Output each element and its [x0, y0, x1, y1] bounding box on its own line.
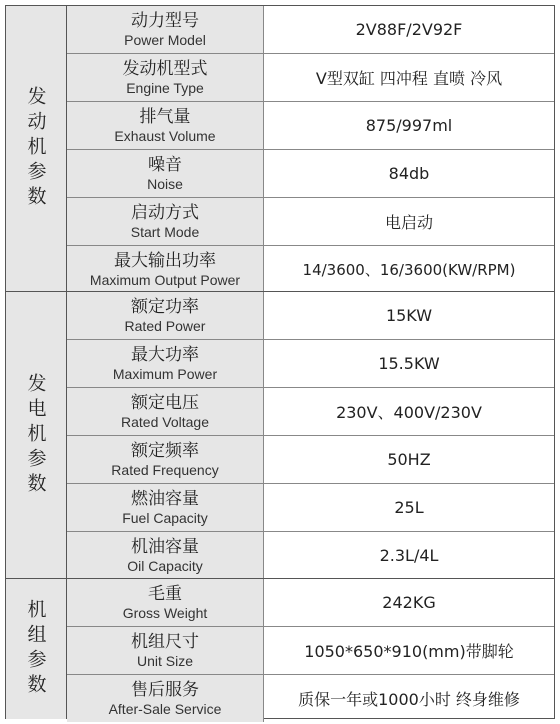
param-name-cn: 动力型号 — [131, 10, 199, 31]
param-name-en: Exhaust Volume — [114, 127, 216, 144]
table-row — [67, 292, 554, 340]
param-name-en: Maximum Power — [112, 365, 218, 382]
value-cell: 15.5KW — [378, 354, 440, 373]
param-name-en: Gross Weight — [122, 604, 208, 621]
param-cell — [67, 102, 264, 149]
table-row — [67, 436, 554, 484]
param-name-cn: 额定功率 — [131, 296, 199, 317]
group-label-text: 发动机参数 — [24, 86, 47, 211]
param-name-cn: 燃油容量 — [131, 488, 199, 509]
param-name-en: Start Mode — [130, 223, 200, 240]
param-name-cn: 最大输出功率 — [114, 250, 216, 271]
group-label-engine — [6, 6, 67, 291]
table-row — [67, 340, 554, 388]
param-name-en: After-Sale Service — [108, 700, 222, 717]
engine-params-group — [6, 6, 554, 291]
group-label-generator — [6, 292, 67, 579]
value-cell: 14/3600、16/3600(KW/RPM) — [302, 261, 516, 279]
param-cell — [67, 198, 264, 245]
param-name-en: Rated Voltage — [121, 413, 209, 430]
group-label-text: 发电机参数 — [24, 373, 47, 498]
value-cell: 50HZ — [387, 450, 431, 469]
generator-params-group — [6, 291, 554, 579]
param-name-cn: 发动机型式 — [122, 58, 208, 79]
param-cell — [67, 579, 264, 626]
param-name-en: Maximum Output Power — [89, 271, 241, 288]
table-row — [67, 246, 554, 293]
param-name-cn: 额定频率 — [131, 440, 199, 461]
table-row — [67, 532, 554, 579]
param-name-en: Engine Type — [126, 79, 204, 96]
param-cell — [67, 340, 264, 387]
value-cell: 2.3L/4L — [379, 546, 439, 565]
table-row — [67, 388, 554, 436]
param-name-cn: 额定电压 — [131, 392, 199, 413]
table-row — [67, 627, 554, 675]
group-label-text: 机组参数 — [24, 599, 47, 699]
table-row — [67, 150, 554, 198]
param-name-en: Rated Frequency — [111, 461, 219, 478]
table-row — [67, 102, 554, 150]
value-cell: 875/997ml — [365, 116, 453, 135]
value-cell: 84db — [388, 164, 430, 183]
table-row — [67, 6, 554, 54]
param-cell — [67, 532, 264, 579]
value-cell: 230V、400V/230V — [336, 403, 482, 422]
table-row — [67, 484, 554, 532]
table-row — [67, 54, 554, 102]
value-cell: 质保一年或1000小时 终身维修 — [298, 690, 520, 709]
table-row — [67, 579, 554, 627]
param-name-cn: 最大功率 — [131, 344, 199, 365]
param-name-en: Noise — [147, 175, 183, 192]
unit-params-group — [6, 578, 554, 719]
value-cell: 2V88F/2V92F — [355, 20, 463, 39]
value-cell: 电启动 — [384, 213, 433, 232]
param-cell — [67, 436, 264, 483]
param-name-cn: 启动方式 — [131, 202, 199, 223]
param-name-en: Oil Capacity — [127, 557, 203, 574]
spec-table — [5, 5, 555, 719]
value-cell: V型双缸 四冲程 直喷 冷风 — [315, 69, 503, 88]
param-name-cn: 毛重 — [148, 583, 182, 604]
param-name-en: Unit Size — [136, 652, 194, 669]
param-name-en: Fuel Capacity — [122, 509, 208, 526]
value-cell: 1050*650*910(mm)带脚轮 — [304, 642, 514, 661]
param-name-en: Power Model — [124, 31, 206, 48]
param-cell — [67, 292, 264, 339]
param-name-cn: 噪音 — [148, 154, 182, 175]
param-name-cn: 售后服务 — [131, 679, 199, 700]
param-name-cn: 排气量 — [139, 106, 191, 127]
param-cell — [67, 54, 264, 101]
param-cell — [67, 6, 264, 53]
group-label-unit — [6, 579, 67, 719]
param-cell — [67, 675, 264, 722]
param-name-cn: 机油容量 — [131, 536, 199, 557]
param-cell — [67, 627, 264, 674]
param-cell — [67, 150, 264, 197]
param-name-cn: 机组尺寸 — [131, 631, 199, 652]
value-cell: 242KG — [382, 593, 436, 612]
param-name-en: Rated Power — [124, 317, 206, 334]
param-cell — [67, 246, 264, 293]
table-row — [67, 675, 554, 722]
table-row — [67, 198, 554, 246]
value-cell: 15KW — [385, 306, 433, 325]
param-cell — [67, 388, 264, 435]
param-cell — [67, 484, 264, 531]
value-cell: 25L — [394, 498, 424, 517]
